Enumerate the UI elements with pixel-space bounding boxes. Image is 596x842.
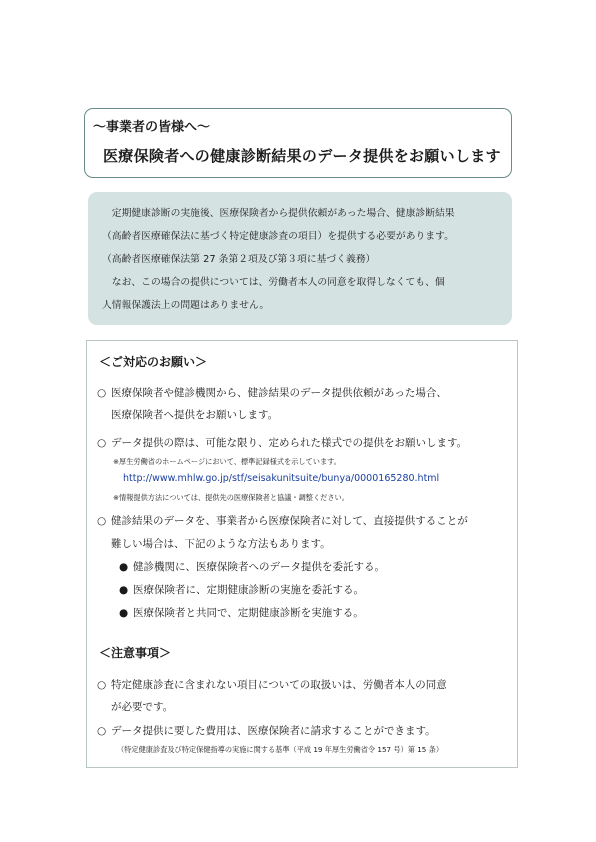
notice-line: （高齢者医療確保法第 27 条第２項及び第３項に基づく義務） [102, 254, 376, 265]
list-item-continuation: が必要です。 [111, 701, 174, 713]
notice-line: 人情報保護法上の問題はありません。 [102, 300, 270, 311]
circle-bullet-icon: ○ [97, 515, 107, 527]
circle-bullet-icon: ○ [97, 437, 107, 449]
sub-item: ● 健診機関に、医療保険者へのデータ提供を委託する。 [119, 561, 385, 573]
notes-heading: ＜注意事項＞ [99, 646, 172, 660]
notice-box [88, 192, 512, 325]
sub-item: ● 医療保険者と共同で、定期健康診断を実施する。 [119, 607, 364, 619]
notice-line: （高齢者医療確保法に基づく特定健康診査の項目）を提供する必要があります。 [102, 231, 454, 242]
sub-item: ● 医療保険者に、定期健康診断の実施を委託する。 [119, 584, 364, 596]
circle-bullet-icon: ○ [97, 679, 107, 691]
dot-bullet-icon: ● [119, 584, 129, 596]
notice-line: なお、この場合の提供については、労働者本人の同意を取得しなくても、個 [111, 277, 445, 288]
dot-bullet-icon: ● [119, 607, 129, 619]
mhlw-link[interactable]: http://www.mhlw.go.jp/stf/seisakunitsuite/bunya/0000165280.html [123, 473, 440, 484]
dot-bullet-icon: ● [119, 561, 129, 573]
note-text: ※厚生労働省のホームページにおいて、標準記録様式を示しています。 [113, 457, 341, 466]
legal-reference: （特定健康診査及び特定保健指導の実施に関する基準（平成 19 年厚生労働省令 157 号）第 15 条） [117, 745, 444, 754]
circle-bullet-icon: ○ [97, 387, 107, 399]
header-subtitle: ～事業者の皆様へ～ [93, 120, 211, 135]
circle-bullet-icon: ○ [97, 725, 107, 737]
list-item: ○ 医療保険者や健診機関から、健診結果のデータ提供依頼があった場合、 [97, 387, 447, 399]
list-item: ○ データ提供の際は、可能な限り、定められた様式での提供をお願いします。 [97, 437, 468, 449]
page-title: 医療保険者への健康診断結果のデータ提供をお願いします [103, 147, 501, 165]
content-box [86, 340, 518, 768]
list-item-continuation: 医療保険者へ提供をお願いします。 [111, 409, 279, 421]
requests-heading: ＜ご対応のお願い＞ [99, 355, 208, 369]
list-item-continuation: 難しい場合は、下記のような方法もあります。 [111, 538, 331, 550]
list-item: ○ データ提供に要した費用は、医療保険者に請求することができます。 [97, 725, 436, 737]
list-item: ○ 健診結果のデータを、事業者から医療保険者に対して、直接提供することが [97, 515, 468, 527]
header-box [84, 108, 512, 178]
note-text: ※情報提供方法については、提供先の医療保険者と協議・調整ください。 [113, 493, 349, 502]
list-item: ○ 特定健康診査に含まれない項目についての取扱いは、労働者本人の同意 [97, 679, 447, 691]
notice-line: 定期健康診断の実施後、医療保険者から提供依頼があった場合、健康診断結果 [111, 208, 455, 219]
